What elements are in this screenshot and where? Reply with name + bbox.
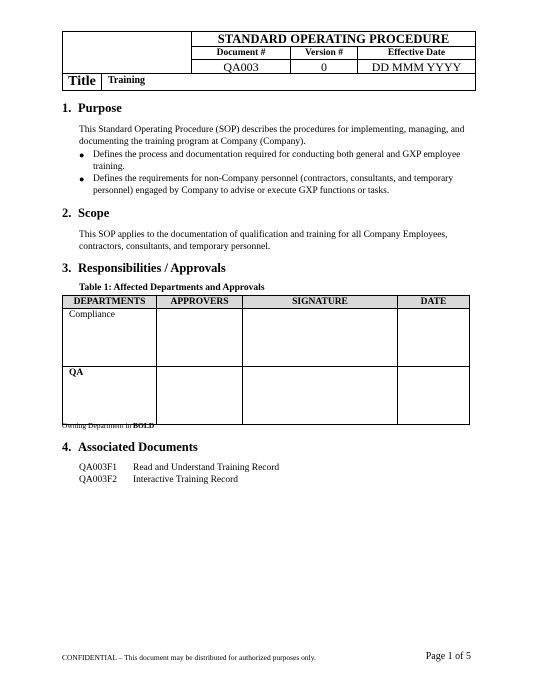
document-code: QA003F2 [79, 475, 118, 485]
document-number-value: QA003 [192, 60, 291, 74]
section-heading-associated-documents: 4. Associated Documents [62, 440, 198, 454]
table-caption: Table 1: Affected Departments and Approvals [79, 283, 265, 293]
purpose-bullet: ● Defines the requirements for non-Company personnel (contractors, consultants, and temporary personnel) engaged by Company to advise or execute GXP functions or tasks. [79, 174, 454, 196]
document-code: QA003F1 [79, 463, 118, 473]
version-value: 0 [291, 60, 358, 74]
list-item [79, 475, 238, 485]
logo-area [63, 32, 192, 73]
table-header-row [63, 296, 470, 309]
sop-title: STANDARD OPERATING PROCEDURE [192, 32, 475, 47]
approvals-table [62, 295, 470, 425]
department-cell: QA [63, 367, 157, 425]
signature-cell [243, 367, 398, 425]
sop-header [62, 31, 476, 91]
confidential-footer: CONFIDENTIAL – This document may be distributed for authorized purposes only. [62, 653, 316, 662]
bullet-icon: ● [79, 150, 85, 160]
approver-cell [157, 309, 243, 367]
title-label: Title [63, 74, 102, 90]
section-heading-scope: 2. Scope [62, 206, 110, 220]
title-value: Training [108, 75, 146, 86]
section-heading-purpose: 1. Purpose [62, 101, 122, 115]
approver-cell [157, 367, 243, 425]
document-number-label: Document # [192, 47, 291, 59]
table-row [63, 367, 470, 425]
column-header-approvers: APPROVERS [157, 296, 243, 309]
effective-date-label: Effective Date [387, 48, 446, 58]
version-label: Version # [291, 47, 358, 59]
purpose-paragraph: This Standard Operating Procedure (SOP) describes the procedures for implementing, managing, and documenting the training program at Company (Company). [79, 125, 465, 147]
document-name: Interactive Training Record [133, 475, 239, 485]
page-number: Page 1 of 5 [425, 651, 471, 662]
document-name: Read and Understand Training Record [133, 463, 280, 473]
scope-paragraph: This SOP applies to the documentation of qualification and training for all Company Employees, contractors, consultants, and temporary personnel. [79, 230, 448, 252]
purpose-bullet: ● Defines the process and documentation required for conducting both general and GXP employee training. [79, 150, 461, 172]
date-cell [398, 367, 470, 425]
column-header-signature: SIGNATURE [243, 296, 398, 309]
column-header-departments: DEPARTMENTS [63, 296, 157, 309]
bullet-icon: ● [79, 174, 85, 184]
table-row [63, 309, 470, 367]
list-item [79, 463, 279, 473]
date-cell [398, 309, 470, 367]
department-cell: Compliance [63, 309, 157, 367]
owning-department-note: Owning Department in BOLD [62, 421, 155, 430]
section-heading-responsibilities: 3. Responsibilities / Approvals [62, 261, 226, 275]
column-header-date: DATE [398, 296, 470, 309]
effective-date-value: DD MMM YYYY [371, 60, 462, 74]
signature-cell [243, 309, 398, 367]
